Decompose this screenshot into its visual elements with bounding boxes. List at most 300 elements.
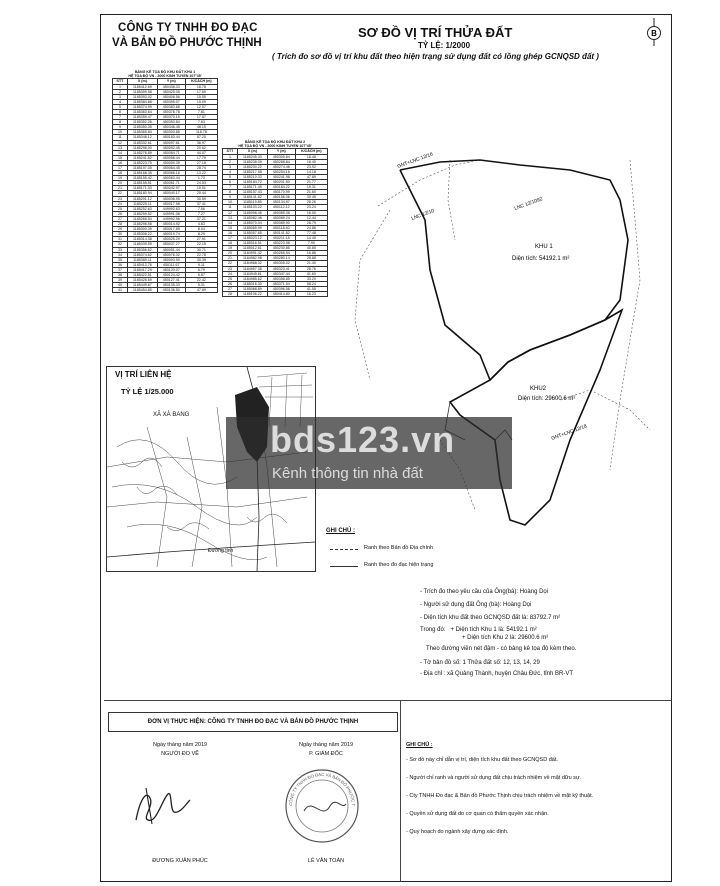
table-cell: 14.40 [295,236,327,241]
table-cell: 1185384.88 [127,99,157,104]
table-cell: 450042.97 [157,186,185,191]
table-cell: 26.76 [295,266,327,271]
table-cell: 450127.41 [157,278,185,283]
table-cell: 450370.15 [157,115,185,120]
table-cell: 20.44 [185,191,217,196]
table-cell: 450230.85 [267,246,295,251]
surveyor-name: ĐƯƠNG XUÂN PHÚC [152,858,208,864]
table-cell: 450288.84 [267,159,295,164]
company-stamp [282,766,362,846]
table-cell: 21.40 [295,261,327,266]
surveyor-role: NGƯỜI ĐO VẼ [161,751,199,757]
table-cell: 1185023.12 [237,236,267,241]
table-cell: 14 [223,220,238,225]
table-cell: 21.60 [295,190,327,195]
table-cell: 450223.98 [267,241,295,246]
table-cell: 1185374.62 [127,252,157,257]
table2-header: Y (m) [267,149,295,154]
table-cell: 21 [113,186,128,191]
table-cell: 450396.56 [267,286,295,291]
table-cell: 450118.40 [267,225,295,230]
table-cell: 30.45 [295,195,327,200]
table-cell: 1185201.12 [127,196,157,201]
table-cell: 450395.07 [157,99,185,104]
footer-note: - Quy hoạch do ngành xây dựng xác định. [406,829,509,835]
table-row [113,288,218,293]
table-cell: 18.78 [185,84,217,89]
table1-header: STT [113,79,128,84]
table-cell: 1185259.52 [127,211,157,216]
table-cell: 15.09 [185,99,217,104]
table2-caption1: BẢNG KÊ TỌA ĐỘ KHU ĐẤT KHU 2 [244,140,306,144]
table-cell: 450305.02 [267,261,295,266]
table-cell: 450241.98 [267,174,295,179]
table-cell: 450353.84 [157,120,185,125]
table-cell: 450084.71 [157,150,185,155]
table-cell: 36 [113,262,128,267]
table-cell: 20 [113,181,128,186]
info-total-area: - Diện tích khu đất theo GCNQSD đất là: 83792.7 m² [420,615,561,621]
table-cell: 450347.44 [267,271,295,276]
table-cell: 24 [223,271,238,276]
table-cell: 28.74 [185,166,217,171]
table-row [223,292,328,297]
table-cell: 1185070.04 [237,220,267,225]
table-cell: 450141.82 [267,230,295,235]
table-cell: 450134.97 [267,200,295,205]
table-cell: 1 [223,154,238,159]
table-cell: 450300.85 [157,130,185,135]
table-cell: 18 [223,241,238,246]
north-arrow-icon [643,18,665,46]
table-cell: 1185352.26 [127,120,157,125]
table-cell: 1185016.51 [237,241,267,246]
table-cell: 450383.68 [157,104,185,109]
table-cell: 16.40 [295,159,327,164]
table2-caption2: HỆ TỌA ĐỘ VN - 2000 KINH TUYẾN 107°45' [238,144,312,149]
table-cell: 1185103.22 [237,205,267,210]
table-cell: 5.31 [185,283,217,288]
table-cell: 450092.45 [157,145,185,150]
table-cell: 450061.71 [157,181,185,186]
footer-notes [406,742,668,836]
khu1-name: KHU 1 [535,244,553,250]
table-cell: 20.62 [185,145,217,150]
table-cell: 450064.45 [157,166,185,171]
table-cell: 34 [113,252,128,257]
table-cell: 1184991.42 [237,251,267,256]
table-cell: 6.79 [185,267,217,272]
table-cell: 1185276.89 [127,150,157,155]
table-cell: 1185300.39 [127,227,157,232]
table-cell: 12.44 [295,215,327,220]
table-cell: 37.21 [185,216,217,221]
table-cell: 1185296.00 [127,145,157,150]
table1-header: K/CÁCH (m) [185,79,217,84]
surveyor-signature [128,780,198,830]
table-cell: 16.86 [295,251,327,256]
table-cell: 19.31 [295,185,327,190]
table-cell: 13 [113,145,128,150]
table-cell: 1185245.33 [237,154,267,159]
table-cell: 31 [113,237,128,242]
company-name-line2: VÀ BẢN ĐỒ PHƯỚC THỊNH [112,37,262,49]
table-cell: 10.01 [185,186,217,191]
table-cell: 450089.90 [267,220,295,225]
table-cell: 10 [223,200,238,205]
info-map-sheet: - Tờ bản đồ số: 1 Thửa đất số: 12, 13, 14, 29 [420,660,540,666]
table-cell: 1185171.49 [237,185,267,190]
table-cell: 1185241.52 [127,155,157,160]
director-role: P. GIÁM ĐỐC [309,751,343,757]
table-cell: 450408.56 [157,94,185,99]
table-cell: 450076.32 [157,252,185,257]
khu1-area: Diện tích: 54192.1 m² [512,256,570,262]
table-cell: 28.26 [295,200,327,205]
map-label-lnc1: LNC 12/10 [410,208,436,222]
table-cell: 450274.46 [267,164,295,169]
table-cell: 17 [223,236,238,241]
table-cell: 1185266.54 [127,216,157,221]
table-cell: 450017.98 [157,201,185,206]
table-cell: 14 [113,150,128,155]
table-cell: 7.81 [185,109,217,114]
table-cell: 29 [113,227,128,232]
table-cell: 1185412.69 [127,84,157,89]
table-cell: 16.23 [295,292,327,297]
surveyor-date: Ngày tháng năm 2019 [152,742,208,748]
table-cell: 6 [113,109,128,114]
table-cell: 450036.95 [157,196,185,201]
table-cell: 18 [113,171,128,176]
table-cell: 1185422.51 [127,272,157,277]
table-cell: 23 [113,196,128,201]
legend-solid-line [330,566,358,567]
khu1-boundary [400,160,628,380]
table-cell: 15 [113,155,128,160]
table-cell: 1185428.69 [127,278,157,283]
table-cell: 1185155.51 [127,181,157,186]
table-cell: 16 [223,230,238,235]
table-cell: 23 [223,266,238,271]
table-cell: 450156.06 [267,195,295,200]
table1-header: X (m) [127,79,157,84]
watermark-brand: bds123.vn [270,419,456,460]
company-name-line1: CÔNG TY TNHH ĐO ĐẠC [118,22,258,34]
table-cell: 450112.12 [267,205,295,210]
table-cell: 27 [223,286,238,291]
table-cell: 26 [113,211,128,216]
location-map-scale: TỶ LỆ 1/25.000 [121,387,174,396]
table-cell: 14.18 [295,169,327,174]
table-cell: 1185314.38 [127,237,157,242]
table-cell: 13 [223,215,238,220]
khu2-name: KHU2 [530,386,547,392]
table-cell: 450037.27 [157,242,185,247]
table-cell: 1185184.72 [237,179,267,184]
table-cell: 1185252.63 [127,206,157,211]
svg-text:CÔNG TY TNHH ĐO ĐẠC VÀ BẢN ĐỒ [282,766,356,807]
table-cell: 1185098.46 [237,210,267,215]
table-cell: 7.63 [185,120,217,125]
khu2-area: Diện tích: 29600.6 m² [518,396,576,402]
table-cell: 450323.41 [267,266,295,271]
table-cell: 450025.29 [157,237,185,242]
footer-note: - Sơ đồ này chỉ dẫn vị trí, diện tích khu đất theo GCNQSD đất. [406,757,558,763]
table-cell: 41.55 [295,286,327,291]
table-cell: 450093.90 [157,257,185,262]
table-cell: 9 [113,125,128,130]
info-owner: - Người sử dụng đất Ông (bà): Hoàng Dọi [420,602,532,608]
table-cell: 450014.92 [157,222,185,227]
table-cell: 1185417.29 [127,267,157,272]
table-cell: 1185168.35 [127,171,157,176]
table-cell: 40 [113,283,128,288]
table-cell: 450414.80 [267,292,295,297]
table-cell: 450019.74 [157,232,185,237]
table-cell: 47.89 [185,288,217,293]
table-cell: 1185363.64 [127,109,157,114]
table-cell: 12.57 [185,104,217,109]
table-cell: 1185065.99 [237,225,267,230]
table-cell: 450058.44 [157,155,185,160]
table-cell: 450371.54 [267,281,295,286]
stamp-text: CÔNG TY TNHH ĐO ĐẠC VÀ BẢN ĐỒ PHƯỚC T [287,771,357,807]
table-cell: 1185454.85 [127,288,157,293]
table-cell: 10 [113,130,128,135]
table-cell: 450358.85 [267,276,295,281]
table-cell: 1185230.22 [237,164,267,169]
table-cell: 450183.44 [157,135,185,140]
table-cell: 1185389.11 [127,257,157,262]
table-cell: 1185217.58 [237,169,267,174]
table-cell: 24.86 [295,225,327,230]
table-cell: 37 [113,267,128,272]
table-cell: 1185359.47 [127,115,157,120]
table-cell: 11 [223,205,238,210]
table-cell: 8.04 [185,227,217,232]
table-cell: 33.20 [295,276,327,281]
table-cell: 1185449.67 [127,283,157,288]
table-cell: 450346.45 [157,125,185,130]
table-cell: 22 [113,191,128,196]
table-cell: 2 [223,159,238,164]
table-cell: 9 [223,195,238,200]
table-cell: 19 [113,176,128,181]
director-name: LÊ VĂN TOÀN [307,858,345,864]
table-cell: 1185339.59 [127,242,157,247]
table-cell: 38 [113,272,128,277]
table-cell: 5 [113,104,128,109]
table-cell: 1185374.99 [127,104,157,109]
table-cell: 450211.18 [267,236,295,241]
table1-header: Y (m) [157,79,185,84]
map-label-gnt2: GNT+LNC 12/18 [550,423,588,442]
table-cell: 11 [113,135,128,140]
info-boundary-note: Theo đường viền nét đậm - có bảng kê tọa độ kèm theo. [426,646,577,652]
footer-note: - Cty TNHH Đo đạc & Bản đồ Phước Thịnh chịu trách nhiệm về mặt kỹ thuật. [406,793,594,799]
table-cell: 1185332.61 [127,140,157,145]
table-cell: 450089.24 [267,215,295,220]
location-road: Đường tỉnh [208,548,234,554]
table-cell: 450280.14 [267,256,295,261]
table-cell: 39 [113,278,128,283]
table-cell: 15.55 [185,94,217,99]
table-cell: 27.18 [185,160,217,165]
table-cell: 6.87 [185,272,217,277]
table-cell: 450135.33 [157,283,185,288]
table-cell: 450201.50 [267,179,295,184]
table-cell: 1185413.76 [127,262,157,267]
table-cell: 6 [223,179,238,184]
table-cell: 33 [113,247,128,252]
table-cell: 8.29 [185,232,217,237]
table-cell: 1.73 [185,176,217,181]
table-cell: 1185225.11 [127,201,157,206]
table-cell: 5 [223,174,238,179]
info-block [420,588,665,678]
table-cell: 1185016.30 [237,281,267,286]
table-cell: 16 [113,160,128,165]
table-cell: 12 [113,140,128,145]
table-cell: 1185393.02 [127,94,157,99]
table-cell: 450051.44 [157,247,185,252]
watermark-tagline: Kênh thông tin nhà đất [272,465,423,482]
table-cell: 24.53 [185,181,217,186]
table-cell: 30 [113,232,128,237]
table-cell: 1185057.65 [237,230,267,235]
table-cell: 1185171.33 [127,186,157,191]
table-cell: 77.48 [295,230,327,235]
table-cell: 2 [113,89,128,94]
table-cell: 1185141.82 [237,195,267,200]
table-cell: 1185068.89 [237,286,267,291]
table-cell: 7 [223,185,238,190]
table-cell: 1185119.85 [237,200,267,205]
table-cell: 450111.67 [157,262,185,267]
footer-note: - Người chỉ ranh và người sử dụng đất chịu trách nhiệm về mặt dữu sự. [406,775,582,781]
table-cell: 450136.50 [157,288,185,293]
table2 [222,148,328,297]
table-cell: 450120.07 [157,267,185,272]
table-cell: 20 [223,251,238,256]
table-cell: 21 [223,256,238,261]
table-cell: 17 [113,166,128,171]
table-cell: 47.89 [295,174,327,179]
map-label-lnc2: LNC 12/1092 [513,196,544,212]
table-cell: 40.65 [295,246,327,251]
table-cell: 1185155.42 [127,176,157,181]
table2-header: X (m) [237,149,267,154]
table-cell: 450124.42 [157,272,185,277]
table-cell: 1184957.38 [237,266,267,271]
table-cell: 118.78 [185,130,217,135]
table-cell: 24 [113,201,128,206]
table-cell: 16.00 [295,210,327,215]
table-cell: 15 [223,225,238,230]
table-cell: 23.24 [295,205,327,210]
table-cell: 48.15 [185,125,217,130]
table-cell: 1185157.43 [237,190,267,195]
table-cell: 450425.05 [157,89,185,94]
table2-header: STT [223,149,238,154]
info-breakdown-label: Trong đó: [420,627,446,633]
table-cell: 28 [113,222,128,227]
table-cell: 27.91 [185,237,217,242]
table-cell: 450438.33 [157,84,185,89]
table-cell: 18.48 [295,154,327,159]
table-cell: 19 [223,246,238,251]
table-cell: 1185356.62 [127,247,157,252]
table-cell: 449992.96 [157,216,185,221]
table-cell: 1185223.75 [127,160,157,165]
table-cell: 1185399.58 [127,89,157,94]
table-cell: 41.60 [295,271,327,276]
table-cell: 7 [113,115,128,120]
info-area-khu2: + Diện tích Khu 2 là: 29600.6 m² [462,635,549,641]
director-block [256,742,396,757]
table-cell: 28.88 [295,256,327,261]
info-requester: - Trích đo theo yêu cầu của Ông(bà): Hoàng Dọi [420,589,549,595]
table-cell: 8 [113,120,128,125]
page-title: SƠ ĐỒ VỊ TRÍ THỬA ĐẤT [358,25,513,40]
table-cell: 17.87 [185,115,217,120]
table-cell: 87.20 [185,135,217,140]
table-cell: 37.41 [185,201,217,206]
legend-item-cadastral: Ranh theo Bản đồ Địa chính [364,545,434,551]
table-cell: 4 [113,99,128,104]
table1 [112,78,218,293]
table-cell: 1185197.05 [127,166,157,171]
table-cell: 450265.54 [267,251,295,256]
table-cell: 32 [113,242,128,247]
table-cell: 1185348.12 [127,135,157,140]
map-label-gnt1: GNT+LNC 12/16 [396,151,434,170]
table-cell: 1184968.32 [237,261,267,266]
table-cell: 44.07 [185,150,217,155]
table-cell: 1184982.98 [237,256,267,261]
table-cell: 1184945.61 [237,271,267,276]
table-cell: 12 [223,210,238,215]
table-cell: 1185180.94 [127,191,157,196]
footer-note: - Quyền sử dụng đất do cơ quan có thẩm quyền xác nhận. [406,811,549,817]
table-cell: 22.78 [185,252,217,257]
table-cell: 1185296.58 [127,222,157,227]
table-cell: 22.42 [185,278,217,283]
legend-title: GHI CHÚ : [326,528,355,534]
table-cell: 450063.44 [157,176,185,181]
footer-notes-title: GHI CHÚ : [406,742,433,748]
director-date: Ngày tháng năm 2019 [298,742,354,748]
table-cell: 36.97 [185,140,217,145]
north-label: B [651,29,657,38]
table-cell: 13.22 [185,171,217,176]
table-cell: 450089.38 [267,210,295,215]
table-cell: 8 [223,190,238,195]
footer-divider [104,700,672,701]
surveyor-block [110,742,250,757]
coordinate-table-khu1 [112,70,218,293]
table-cell: 41 [113,288,128,293]
table-cell: 22.15 [185,242,217,247]
table-cell: 450170.99 [267,190,295,195]
table-cell: 58.24 [295,281,327,286]
table-cell: 25 [113,206,128,211]
legend-item-survey: Ranh theo đo đạc hiện trạng [364,562,434,568]
table-cell: 27 [113,216,128,221]
location-place: XÃ XÀ BANG [153,412,190,418]
table-cell: 26 [223,281,238,286]
